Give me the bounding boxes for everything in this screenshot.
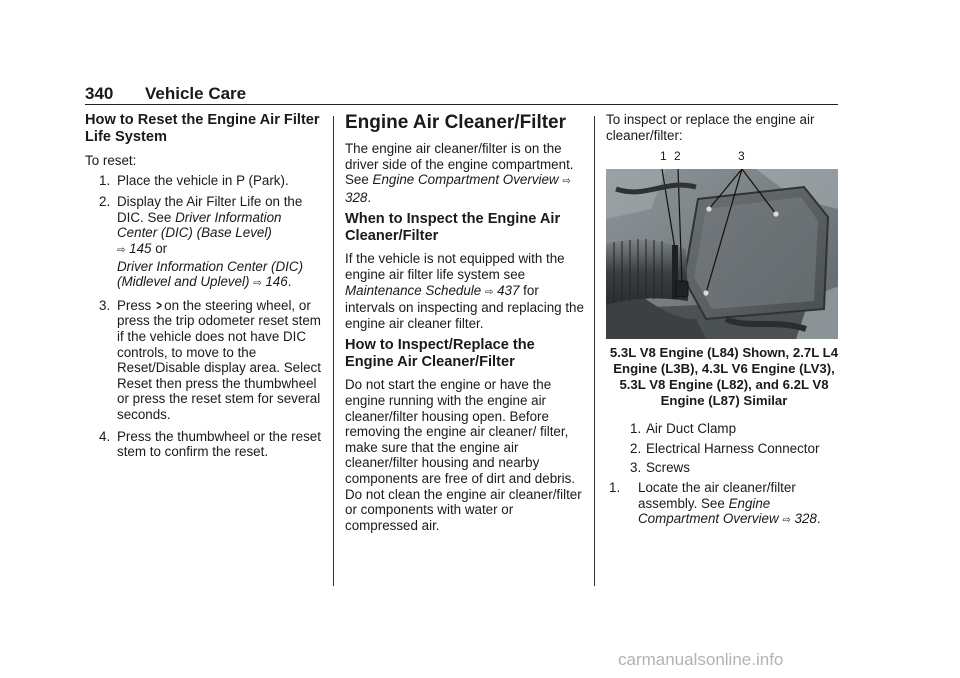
page-header	[85, 84, 838, 106]
step-number: 1.	[99, 172, 111, 188]
section-title: Vehicle Care	[145, 84, 247, 103]
step-text: Locate the air cleaner/filter assembly. See	[638, 479, 796, 511]
legend-item	[626, 460, 842, 476]
legend-number: 3.	[630, 460, 642, 476]
section-heading: How to Reset the Engine Air Filter Life System	[85, 112, 320, 145]
step-text: Press the thumbwheel or the reset stem to confirm the reset.	[117, 428, 321, 460]
paragraph-text: If the vehicle is not equipped with the engine air filter life system see	[345, 251, 565, 282]
page-ref-arrow-icon: ⇨	[253, 278, 262, 290]
legend-text: Screws	[646, 460, 690, 476]
page-reference[interactable]: 146	[265, 274, 288, 290]
cross-reference-link[interactable]: Maintenance Schedule	[345, 282, 482, 298]
callout-labels	[606, 149, 838, 171]
step-item	[606, 480, 842, 529]
figure-legend	[626, 421, 842, 476]
step-text: .	[287, 274, 292, 290]
step-item	[85, 298, 325, 423]
step-text: on the steering wheel, or press the trip odometer reset stem if the vehicle does not have DIC controls, to move to the Reset/Disable display area. Select Reset then press the thumbwheel or press the reset stem for several seconds.	[117, 297, 321, 422]
legend-item	[626, 421, 842, 437]
paragraph: Do not start the engine or have the engine running with the engine air cleaner/filter housing open. Before removing the engine air cleaner/ filter, make sure that the engine air cleaner/filter housing and nearby components are free of dirt and debris. Do not clean the engine air cleaner/filter or components with water or compressed air.	[345, 377, 582, 533]
step-text: .	[816, 511, 821, 527]
step-text: Press	[117, 297, 155, 313]
step-text: or	[151, 240, 168, 256]
cross-reference-link[interactable]: Engine Compartment Overview	[372, 172, 559, 188]
step-number: 3.	[99, 297, 111, 313]
intro-text: To inspect or replace the engine air cleaner/filter:	[606, 112, 815, 143]
header-divider	[85, 104, 838, 105]
step-item	[85, 173, 325, 189]
cross-reference-link[interactable]: Driver Information Center (DIC) (Midlevel and Uplevel)	[117, 258, 304, 290]
page-ref-arrow-icon: ⇨	[782, 515, 791, 527]
subsection-heading: When to Inspect the Engine Air Cleaner/Filter	[345, 211, 561, 245]
legend-number: 1.	[630, 421, 642, 437]
column-divider	[333, 116, 334, 586]
callout-2: 2	[674, 149, 681, 164]
engine-compartment-photo	[606, 169, 838, 339]
step-number: 4.	[99, 428, 111, 444]
legend-text: Air Duct Clamp	[646, 421, 737, 437]
page-ref-arrow-icon: ⇨	[117, 244, 126, 256]
page-number: 340	[85, 84, 114, 103]
step-text: Place the vehicle in P (Park).	[117, 172, 289, 188]
reset-steps	[85, 173, 325, 460]
step-item	[85, 429, 325, 460]
cross-reference-link[interactable]: Engine Compartment Overview	[638, 495, 779, 527]
subsection-heading: How to Inspect/Replace the Engine Air Cleaner/Filter	[345, 337, 535, 371]
paragraph-text: .	[367, 189, 372, 205]
column-air-cleaner	[345, 112, 585, 533]
step-item	[85, 194, 325, 292]
paragraph	[345, 251, 585, 331]
step-number: 1.	[609, 479, 621, 495]
column-divider	[594, 116, 595, 586]
chevron-right-icon: >	[156, 296, 162, 313]
column-inspect-replace	[606, 112, 842, 529]
page-reference[interactable]: 145	[129, 240, 152, 256]
engine-figure	[606, 149, 838, 339]
callout-3: 3	[738, 149, 745, 164]
main-heading: Engine Air Cleaner/Filter	[345, 112, 567, 133]
page-ref-arrow-icon: ⇨	[562, 176, 571, 188]
watermark: carmanualsonline.info	[618, 650, 784, 669]
page-reference[interactable]: 328	[345, 189, 368, 205]
callout-1: 1	[660, 149, 667, 164]
legend-text: Electrical Harness Connector	[646, 440, 820, 456]
step-number: 2.	[99, 194, 111, 210]
legend-number: 2.	[630, 440, 642, 456]
legend-item	[626, 441, 842, 457]
column-reset-filter-life	[85, 112, 325, 466]
page-reference[interactable]: 437	[497, 282, 520, 298]
page-ref-arrow-icon: ⇨	[484, 286, 494, 298]
paragraph-text: The engine air cleaner/filter is on the driver side of the engine compartment. See	[345, 141, 574, 188]
figure-caption: 5.3L V8 Engine (L84) Shown, 2.7L L4 Engine (L3B), 4.3L V6 Engine (LV3), 5.3L V8 Engine (L82), and 6.2L V8 Engine (L87) Similar	[609, 345, 839, 409]
paragraph-text: for intervals on inspecting and replacing the engine air cleaner filter.	[345, 282, 584, 331]
intro-text: To reset:	[85, 153, 137, 168]
cross-reference-link[interactable]: Driver Information Center (DIC) (Base Level)	[117, 209, 282, 241]
paragraph	[345, 141, 585, 205]
page-reference[interactable]: 328	[794, 511, 817, 527]
step-text: Display the Air Filter Life on the DIC. See	[117, 194, 303, 225]
